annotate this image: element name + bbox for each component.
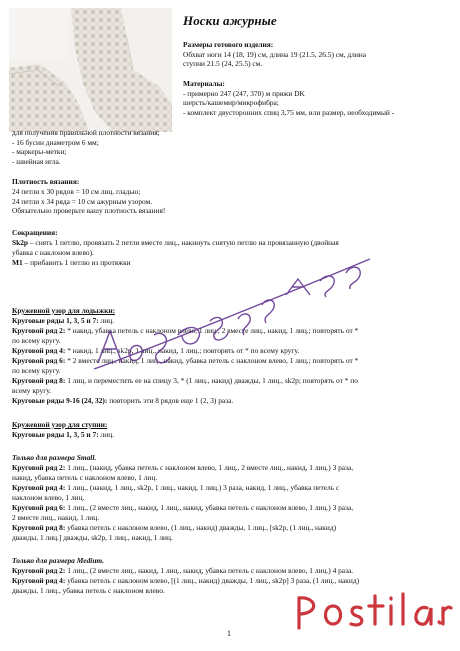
materials-line: - 16 бусин диаметром 6 мм; <box>12 138 99 147</box>
foot-heading: Кружевной узор для ступни: <box>12 420 108 429</box>
row-label: Круговые ряды 1, 3, 5 и 7: <box>12 316 99 325</box>
row-label: Круговой ряд 4: <box>12 576 66 585</box>
materials-line: - комплект двусторонних спиц 3,75 мм, или размер, необходимый - <box>183 108 395 117</box>
gauge-line: 24 петли х 34 ряда = 10 см ажурным узором. <box>12 197 153 206</box>
abbr-text: – прибавить 1 петлю из протяжки <box>22 258 131 267</box>
row-text: * накид, 1 лиц., sk2p, 1 лиц., накид, 1 лиц.; повторять от * по всему кругу. <box>65 346 300 355</box>
small-row <box>12 483 339 492</box>
row-label: Круговой ряд 6: <box>12 356 66 365</box>
leg-row <box>12 356 358 365</box>
row-label: Круговой ряд 2: <box>12 463 66 472</box>
small-heading: Только для размера Small. <box>12 453 97 462</box>
medium-row <box>12 566 353 575</box>
sizes-heading: Размеры готового изделия: <box>183 40 274 49</box>
small-row-cont: 2 вместе лиц., накид, 1 лиц. <box>12 513 100 522</box>
row-text: * 2 вместе лиц., накид, 1 лиц., накид, убавка петель с наклоном влево, 1 лиц.; повторять от * <box>65 356 359 365</box>
foot-row <box>12 430 114 439</box>
row-label: Круговой ряд 8: <box>12 376 66 385</box>
abbr-line: убавка с наклоном влево). <box>12 248 94 257</box>
abbr-heading: Сокращения: <box>12 228 58 237</box>
row-label: Круговой ряд 4: <box>12 346 66 355</box>
row-label: Круговой ряд 2: <box>12 566 66 575</box>
leg-row <box>12 376 358 385</box>
row-text: 1 лиц., (2 вместе лиц., накид, 1 лиц., накид, убавка петель с наклоном влево, 1 лиц.) 3 раза, <box>65 503 354 512</box>
row-text: убавка петель с наклоном влево, [(1 лиц., накид) дважды, 1 лиц., sk2p] 3 раза, (1 лиц., накид) <box>65 576 360 585</box>
sizes-line: ступни 21.5 (24, 25.5) см. <box>183 59 263 68</box>
page-number: 1 <box>227 629 231 638</box>
row-text: убавка петель с наклоном влево, (1 лиц., накид) дважды, 1 лиц., [sk2p, (1 лиц., накид) <box>65 523 337 532</box>
leg-row-cont: по всему кругу. <box>12 336 61 345</box>
row-text: 1 лиц., (2 вместе лиц., накид, 1 лиц., накид, убавка петель с наклоном влево, 1 лиц.) 4 раза. <box>65 566 354 575</box>
row-text: лиц. <box>98 430 114 439</box>
abbr-term: Sk2p <box>12 238 29 247</box>
materials-line: для получения правильной плотности вязания; <box>12 128 160 137</box>
postila-logo <box>293 588 453 636</box>
leg-heading: Кружевной узор для лодыжки: <box>12 306 116 315</box>
row-text: 1 лиц., (накид, 1 лиц., sk2p, 1 лиц., накид, 1 лиц.) 3 раза, накид, 1 лиц., убавка петель с <box>65 483 340 492</box>
row-label: Круговой ряд 8: <box>12 523 66 532</box>
row-label: Круговые ряды 9-16 (24, 32): <box>12 396 108 405</box>
row-label: Круговой ряд 2: <box>12 326 66 335</box>
leg-row <box>12 346 299 355</box>
small-row <box>12 463 353 472</box>
leg-row <box>12 326 358 335</box>
small-row-cont: дважды, 1 лиц.] дважды, sk2p, 1 лиц., накид, 1 лиц. <box>12 533 173 542</box>
abbr-term: M1 <box>12 258 23 267</box>
leg-row-cont: всему кругу. <box>12 386 52 395</box>
small-row <box>12 523 336 532</box>
row-text: * накид, убавка петель с наклоном влево, 1 лиц., 2 вместе лиц., накид, 1 лиц.; повторять от * <box>65 326 359 335</box>
materials-line: шерсть/кашемир/микрофибра; <box>183 98 279 107</box>
row-text: 1 лиц., (накид, убавка петель с наклоном влево, 1 лиц., 2 вместе лиц., накид, 1 лиц.) 3 раза, <box>65 463 354 472</box>
socks-photo <box>9 8 172 132</box>
row-label: Круговой ряд 4: <box>12 483 66 492</box>
sizes-line: Обхват ноги 14 (18, 19) см, длина 19 (21.5, 26.5) см, длина <box>183 50 367 59</box>
row-text: лиц. <box>98 316 114 325</box>
abbr-text: – снять 1 петлю, провязать 2 петли вместе лиц., накинуть снятую петлю на провязанную (двойная <box>28 238 339 247</box>
page-title: Носки ажурные <box>183 13 277 28</box>
medium-row-cont: дважды, 1 лиц., убавка петель с наклоном влево. <box>12 586 165 595</box>
row-text: повторить эти 8 рядов еще 1 (2, 3) раза. <box>107 396 234 405</box>
materials-heading: Материалы: <box>183 79 225 88</box>
medium-heading: Только для размера Medium. <box>12 556 105 565</box>
small-row-cont: наклоном влево, 1 лиц. <box>12 493 85 502</box>
row-label: Круговой ряд 6: <box>12 503 66 512</box>
small-row-cont: накид, убавка петель с наклоном влево, 1 лиц. <box>12 473 158 482</box>
row-label: Круговые ряды 1, 3, 5 и 7: <box>12 430 99 439</box>
abbr-m1 <box>12 258 131 267</box>
gauge-heading: Плотность вязания: <box>12 177 80 186</box>
leg-row <box>12 396 233 405</box>
gauge-line: 24 петли х 30 рядов = 10 см лиц. гладью; <box>12 187 141 196</box>
leg-row-cont: по всему кругу. <box>12 366 61 375</box>
materials-line: - маркеры-метки; <box>12 147 67 156</box>
abbr-sk2p <box>12 238 339 247</box>
materials-line: - примерно 247 (247, 370) м пряжи DK <box>183 89 305 98</box>
row-text: 1 лиц. и переместить ее на спицу 3, * (1 лиц., накид) дважды, 1 лиц., sk2p; повторять от * по <box>65 376 358 385</box>
small-row <box>12 503 353 512</box>
leg-row <box>12 316 114 325</box>
gauge-line: Обязательно проверьте вашу плотность вязания! <box>12 206 166 215</box>
medium-row <box>12 576 359 585</box>
materials-line: - швейная игла. <box>12 157 61 166</box>
